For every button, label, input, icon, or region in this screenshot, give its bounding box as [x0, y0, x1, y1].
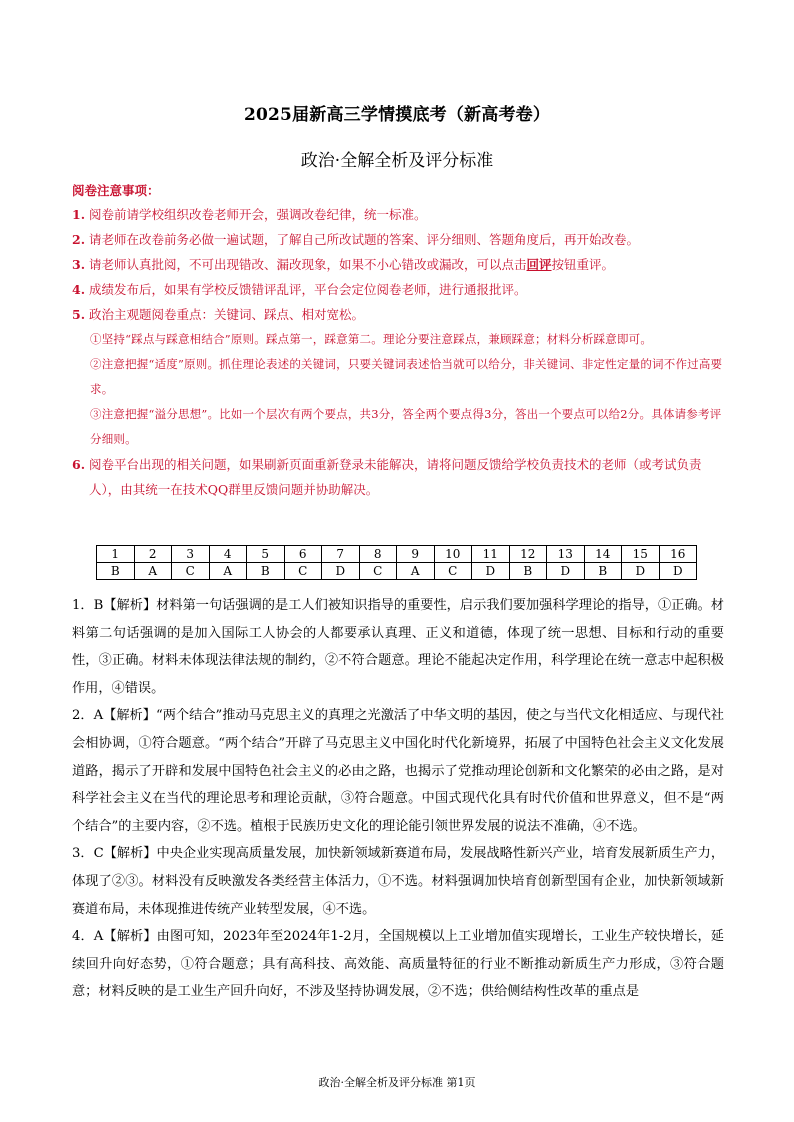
- notice-list: [72, 202, 732, 502]
- answer-cell: D: [659, 563, 697, 580]
- answer-cell: C: [172, 563, 210, 580]
- answer-cell: C: [284, 563, 322, 580]
- notice-text: 按钮重评。: [551, 257, 615, 272]
- analysis-paragraph: [72, 840, 724, 923]
- answer-cell: B: [97, 563, 135, 580]
- answer-cell: A: [134, 563, 172, 580]
- answer-cell: A: [209, 563, 247, 580]
- question-number-cell: 4: [209, 546, 247, 563]
- analysis-heading: 1．B【解析】: [72, 598, 157, 613]
- answer-row: [97, 563, 697, 580]
- answer-cell: C: [359, 563, 397, 580]
- notice-text: 请老师认真批阅，不可出现错改、漏改现象，如果不小心错改或漏改，可以点击: [89, 257, 527, 272]
- answer-key-table: [96, 545, 697, 580]
- notice-number: 4.: [72, 282, 86, 297]
- answer-cell: B: [247, 563, 285, 580]
- notice-heading: 阅卷注意事项：: [72, 183, 160, 198]
- notice-number: 1.: [72, 207, 86, 222]
- answer-cell: A: [397, 563, 435, 580]
- analysis-text: 材料第一句话强调的是工人们被知识指导的重要性，启示我们要加强科学理论的指导，①正确。材料第二句话强调的是加入国际工人协会的人都要承认真理、正义和道德，体现了统一思想、目标和行动的重要性，③正确。材料未体现法律法规的制约，②不符合题意。理论不能起决定作用，科学理论在统一意志中起积极作用，④错误。: [72, 598, 724, 696]
- notice-text: 成绩发布后，如果有学校反馈错评乱评，平台会定位阅卷老师，进行通报批评。: [89, 282, 527, 297]
- analysis-paragraph: [72, 592, 724, 702]
- question-number-cell: 8: [359, 546, 397, 563]
- notice-subitem: ③注意把握“溢分思想”。比如一个层次有两个要点，共3分，答全两个要点得3分，答出一个要点可以给2分。具体请参考评分细则。: [90, 407, 722, 446]
- question-number-cell: 12: [509, 546, 547, 563]
- analysis-text: 由图可知，2023年至2024年1-2月，全国规模以上工业增加值实现增长，工业生产较快增长，延续回升向好态势，①符合题意；具有高科技、高效能、高质量特征的行业不断推动新质生产力形成，③符合题意；材料反映的是工业生产回升向好，不涉及坚持协调发展，②不选；供给侧结构性改革的重点是: [72, 929, 724, 1000]
- answer-cell: C: [434, 563, 472, 580]
- question-number-cell: 3: [172, 546, 210, 563]
- question-number-cell: 6: [284, 546, 322, 563]
- notice-text: 阅卷前请学校组织改卷老师开会，强调改卷纪律，统一标准。: [89, 207, 427, 222]
- analysis-heading: 3．C【解析】: [72, 846, 157, 862]
- question-number-cell: 14: [584, 546, 622, 563]
- reevaluate-button-reference: 回评: [526, 257, 552, 272]
- question-number-cell: 16: [659, 546, 697, 563]
- notice-number: 6.: [72, 457, 86, 472]
- question-number-cell: 1: [97, 546, 135, 563]
- page-title: 2025届新高三学情摸底考（新高考卷）: [243, 105, 551, 125]
- answer-cell: D: [472, 563, 510, 580]
- question-number-cell: 5: [247, 546, 285, 563]
- page-footer: 政治·全解全析及评分标准 第1页: [318, 1076, 476, 1089]
- analysis-heading: 4．A【解析】: [72, 929, 157, 945]
- answer-cell: B: [584, 563, 622, 580]
- notice-subitem: ①坚持“踩点与踩意相结合”原则。踩点第一，踩意第二。理论分要注意踩点，兼顾踩意；材料分析踩意即可。: [90, 332, 653, 346]
- notice-number: 5.: [72, 307, 86, 322]
- page-subtitle: 政治·全解全析及评分标准: [300, 151, 494, 171]
- question-number-row: [97, 546, 697, 563]
- analysis-text: 中央企业实现高质量发展，加快新领域新赛道布局，发展战略性新兴产业，培育发展新质生产力，体现了②③。材料没有反映激发各类经营主体活力，①不选。材料强调加快培育创新型国有企业，加快新领域新赛道布局，未体现推进传统产业转型发展，④不选。: [72, 846, 725, 917]
- question-number-cell: 15: [622, 546, 660, 563]
- notice-item: [72, 277, 732, 302]
- analysis-paragraph: [72, 923, 724, 1006]
- analysis-paragraph: [72, 702, 724, 840]
- question-number-cell: 9: [397, 546, 435, 563]
- notice-item: [72, 302, 732, 327]
- notice-number: 3.: [72, 257, 86, 272]
- notice-item: [72, 452, 732, 502]
- analysis-section: [72, 592, 724, 1006]
- notice-item: [72, 252, 732, 277]
- question-number-cell: 2: [134, 546, 172, 563]
- notice-item: [72, 227, 732, 252]
- notice-text: 阅卷平台出现的相关问题，如果刷新页面重新登录未能解决，请将问题反馈给学校负责技术的老师（或考试负责人），由其统一在技术QQ群里反馈问题并协助解决。: [89, 457, 702, 497]
- notice-item: [72, 202, 732, 227]
- question-number-cell: 11: [472, 546, 510, 563]
- notice-text: 请老师在改卷前务必做一遍试题，了解自己所改试题的答案、评分细则、答题角度后，再开始改卷。: [89, 232, 640, 247]
- question-number-cell: 13: [547, 546, 585, 563]
- answer-cell: D: [322, 563, 360, 580]
- question-number-cell: 10: [434, 546, 472, 563]
- answer-cell: D: [547, 563, 585, 580]
- question-number-cell: 7: [322, 546, 360, 563]
- analysis-heading: 2．A【解析】: [72, 708, 156, 724]
- notice-number: 2.: [72, 232, 86, 247]
- notice-subitem: ②注意把握“适度”原则。抓住理论表述的关键词，只要关键词表述恰当就可以给分，非关键词、非定性定量的词不作过高要求。: [90, 357, 723, 396]
- answer-cell: D: [622, 563, 660, 580]
- answer-cell: B: [509, 563, 547, 580]
- notice-text: 政治主观题阅卷重点：关键词、踩点、相对宽松。: [89, 307, 365, 322]
- analysis-text: “两个结合”推动马克思主义的真理之光激活了中华文明的基因，使之与当代文化相适应、与现代社会相协调，①符合题意。“两个结合”开辟了马克思主义中国化时代化新境界，拓展了中国特色社会主义文化发展道路，揭示了开辟和发展中国特色社会主义的必由之路，也揭示了党推动理论创新和文化繁荣的必由之路，是对科学社会主义在当代的理论思考和理论贡献，③符合题意。中国式现代化具有时代价值和世界意义，但不是“两个结合”的主要内容，②不选。植根于民族历史文化的理论能引领世界发展的说法不准确，④不选。: [72, 708, 724, 834]
